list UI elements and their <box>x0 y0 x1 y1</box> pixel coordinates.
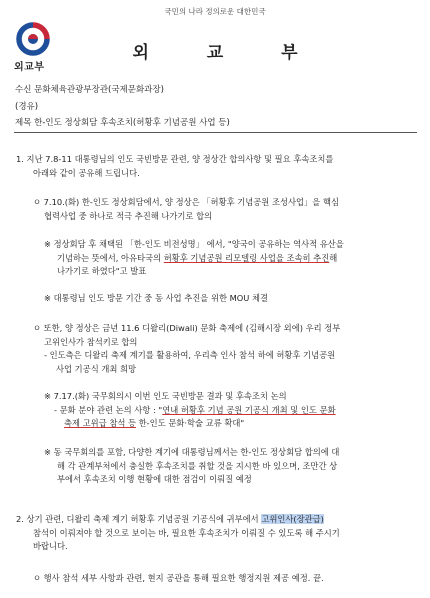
note-2: ※ 대통령님 인도 방문 기간 중 동 사업 추진을 위한 MOU 체결 <box>44 293 269 303</box>
via-line: (경유) <box>15 102 39 112</box>
item-1 <box>16 153 333 180</box>
subject-line: 제목 한-인도 정상회담 후속조치(허황후 기념공원 사업 등) <box>15 118 230 128</box>
bullet-1-line-1: ㅇ 7.10.(화) 한-인도 정상회담에서, 양 정상은 「허황후 기념공원 조성사업」을 핵심 <box>33 197 339 207</box>
item-2-line-2: 참석이 이뤄져야 할 것으로 보이는 바, 필요한 후속조치가 이뤄질 수 있도록 해 주시기 <box>33 527 340 538</box>
note-3-line-3: 축제 고위급 참석 등 한-인도 문화·학술 교류 확대" <box>64 418 245 428</box>
item-1-line-2: 아래와 같이 공유해 드립니다. <box>33 167 140 178</box>
note-4-line-1: ※ 동 국무회의를 포함, 다양한 계기에 대통령님께서는 한-인도 정상회담 합의에 대 <box>44 447 340 457</box>
item-2-line-1: 2. 상기 관련, 디왈리 축제 계기 허황후 기념공원 기공식에 귀부에서 고위인사(장관급) <box>16 514 324 524</box>
item-2-line-3: 바랍니다. <box>33 541 68 551</box>
bullet-3: ㅇ 행사 참석 세부 사항과 관련, 현지 공관을 통해 필요한 행정지원 제공 예정. 끝. <box>33 573 324 583</box>
underlined-phrase-2: 연내 허황후 기념 공원 기공식 개최 및 인도 문화 <box>162 404 336 415</box>
header-divider <box>14 132 417 133</box>
bullet-1 <box>33 196 339 223</box>
item-1-line-1: 1. 지난 7.8-11 대통령님의 인도 국빈방문 관련, 양 정상간 합의사항 및 필요 후속조치를 <box>16 154 334 164</box>
bullet-1-line-2: 협력사업 중 하나로 적극 추진해 나가기로 합의 <box>44 210 213 221</box>
underlined-phrase: 허황후 기념공원 리모델링 사업을 조속히 추진 <box>163 252 330 263</box>
note-3-line-1: ※ 7.17.(화) 국무회의시 이번 인도 국빈방문 결과 및 후속조치 논의 <box>44 391 287 401</box>
bullet-2-line-3: - 인도측은 디왈리 축제 계기를 활용하여, 우리측 인사 참석 하에 허황후 기념공원 <box>44 350 336 360</box>
bullet-2-line-1: ㅇ 또한, 양 정상은 금년 11.6 디왈리(Diwali) 문화 축제에 (김해시장 외에) 우리 정부 <box>33 323 341 333</box>
underlined-phrase-3: 축제 고위급 참석 등 <box>64 418 137 428</box>
note-3 <box>44 390 336 431</box>
slogan: 국민의 나라 정의로운 대한민국 <box>164 7 266 16</box>
highlighted-phrase: 고위인사(장관급) <box>261 514 324 524</box>
note-1-line-1: ※ 정상회담 후 채택된 「한-인도 비전성명」 에서, "양국이 공유하는 역사적 유산을 <box>44 239 344 249</box>
note-4 <box>44 446 339 487</box>
logo-text: 외교부 <box>14 62 45 73</box>
note-1-line-2: 기념하는 뜻에서, 아유타국의 허황후 기념공원 리모델링 사업을 조속히 추진해 <box>57 252 338 263</box>
bullet-2 <box>33 322 340 376</box>
note-4-line-3: 부에서 후속조치 이행 현황에 대한 점검이 이뤄질 예정 <box>57 474 252 484</box>
note-1 <box>44 238 344 279</box>
bullet-2-line-4: 사업 기공식 개최 희망 <box>56 363 137 374</box>
recipient-line: 수신 문화체육관광부장관(국제문화과장) <box>15 85 164 95</box>
note-4-line-2: 해 각 관계부처에서 충실한 후속조치를 취할 것을 지시한 바 있으며, 조만간 상 <box>57 460 338 471</box>
agency-title: 외 교 부 <box>132 43 324 63</box>
note-1-line-3: 나가기로 하였다"고 발표 <box>57 266 147 276</box>
bullet-2-line-2: 고위인사가 참석키로 합의 <box>44 336 138 347</box>
note-3-line-2: - 문화 분야 관련 논의 사항 : "연내 허황후 기념 공원 기공식 개최 및 인도 문화 <box>54 404 336 415</box>
item-2 <box>16 513 340 554</box>
